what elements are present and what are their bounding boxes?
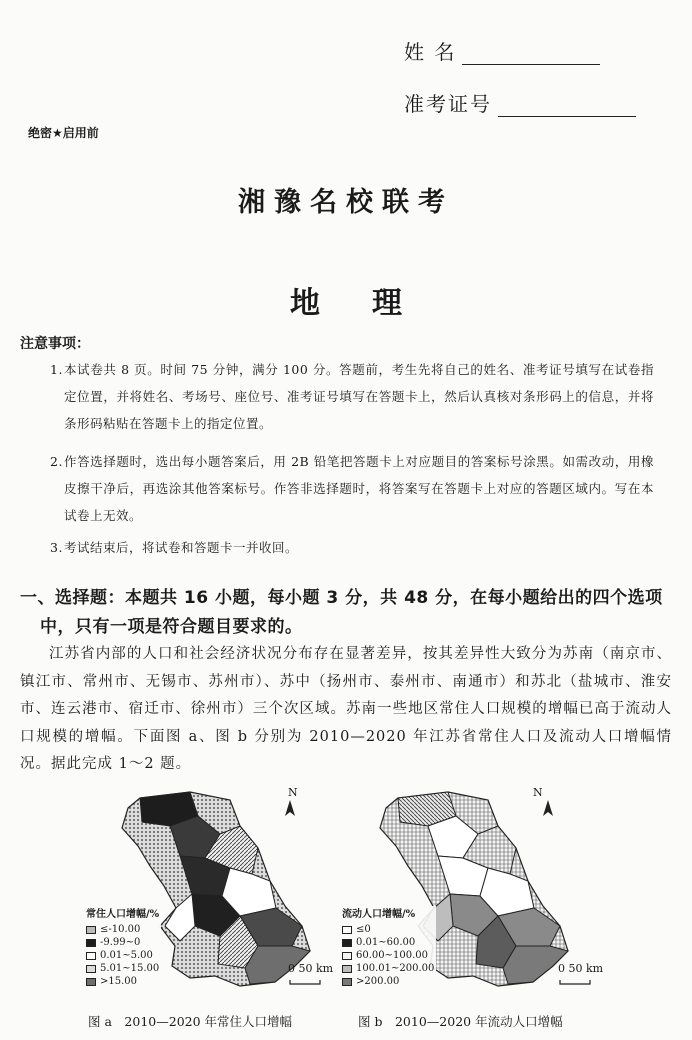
legend-b [340,906,436,990]
name-underline [462,46,600,65]
legend-swatch [86,952,96,960]
legend-label: 60.00~100.00 [356,950,428,961]
scale-label-a: 0 50 km [288,962,334,975]
scale-label-b: 0 50 km [558,962,604,975]
exam-title: 湘豫名校联考 [238,187,454,218]
note-item-3 [50,534,654,561]
note-item-2 [50,448,654,529]
legend-a [84,906,161,990]
legend-a-item [86,962,159,975]
subject-char-1: 地 [290,286,320,321]
scale-bar-a [290,980,320,984]
north-label-a: N [288,786,298,799]
note-item-1 [50,356,654,437]
legend-swatch [342,978,352,986]
north-arrow-a [285,800,295,816]
legend-b-title: 流动人口增幅/% [342,909,416,920]
scale-bar-b [560,980,590,984]
legend-swatch [86,939,96,947]
legend-swatch [342,952,352,960]
legend-label: 0.01~60.00 [356,937,416,948]
legend-swatch [342,965,352,973]
ticket-label: 准考证号 [404,92,492,116]
section-heading-line1: 一、选择题：本题共 16 小题，每小题 3 分，共 48 分，在每小题给出的四个选项 [20,588,663,608]
note-text: 考试结束后，将试卷和答题卡一并收回。 [64,540,299,555]
legend-a-item [86,936,159,949]
legend-swatch [86,965,96,973]
legend-label: -9.99~0 [100,937,141,948]
legend-a-title: 常住人口增幅/% [86,909,160,920]
legend-a-item [86,975,159,988]
note-number: 2. [50,454,63,469]
ticket-field [404,88,636,117]
legend-label: >15.00 [100,976,138,987]
legend-label: 0.01~5.00 [100,950,153,961]
figure-a-caption: 图 a 2010—2020 年常住人口增幅 [88,1014,293,1029]
note-number: 1. [50,362,63,377]
legend-b-item [342,936,434,949]
figure-b-caption: 图 b 2010—2020 年流动人口增幅 [358,1014,563,1029]
north-label-b: N [533,786,543,799]
ticket-underline [498,98,636,117]
notes-heading: 注意事项： [20,336,90,352]
legend-swatch [342,926,352,934]
figure-a [80,786,360,996]
legend-b-item [342,923,434,936]
name-label: 姓 名 [404,40,457,64]
legend-b-item [342,975,434,988]
legend-swatch [86,926,96,934]
name-field [404,36,600,65]
section-heading-line2: 中，只有一项是符合题目要求的。 [40,617,303,637]
legend-swatch [342,939,352,947]
legend-label: ≤-10.00 [100,924,141,935]
legend-label: ≤0 [356,924,371,935]
question-passage: 江苏省内部的人口和社会经济状况分布存在显著差异，按其差异性大致分为苏南（南京市、镇江市、常州市、无锡市、苏州市）、苏中（扬州市、泰州市、南通市）和苏北（盐城市、淮安市、连云港市、宿迁市、徐州市）三个次区域。苏南一些地区常住人口规模的增幅已高于流动人口规模的增幅。下面图 a、图 b 分别为 2010—2020 年江苏省常住人口及流动人口增幅情况。据此完成 1～2 题。 [20,646,672,772]
note-number: 3. [50,540,63,555]
subject-char-2: 理 [372,286,402,321]
legend-swatch [86,978,96,986]
note-text: 作答选择题时，选出每小题答案后，用 2B 铅笔把答题卡上对应题目的答案标号涂黑。如需改动，用橡皮擦干净后，再选涂其他答案标号。作答非选择题时，将答案写在答题卡上对应的答题区域内。写在本试卷上无效。 [64,454,654,523]
legend-a-item [86,949,159,962]
legend-label: 100.01~200.00 [356,963,435,974]
legend-b-item [342,949,434,962]
figure-b [338,786,618,996]
secret-mark: 绝密★启用前 [28,126,99,140]
legend-b-item [342,962,434,975]
exam-subject [0,278,692,322]
legend-a-item [86,923,159,936]
note-text: 本试卷共 8 页。时间 75 分钟，满分 100 分。答题前，考生先将自己的姓名、准考证号填写在试卷指定位置，并将姓名、考场号、座位号、准考证号填写在答题卡上，然后认真核对条形码上的信息，并将条形码粘贴在答题卡上的指定位置。 [64,362,654,431]
legend-label: 5.01~15.00 [100,963,160,974]
north-arrow-b [543,800,553,816]
legend-label: >200.00 [356,976,400,987]
section-heading [20,584,670,642]
